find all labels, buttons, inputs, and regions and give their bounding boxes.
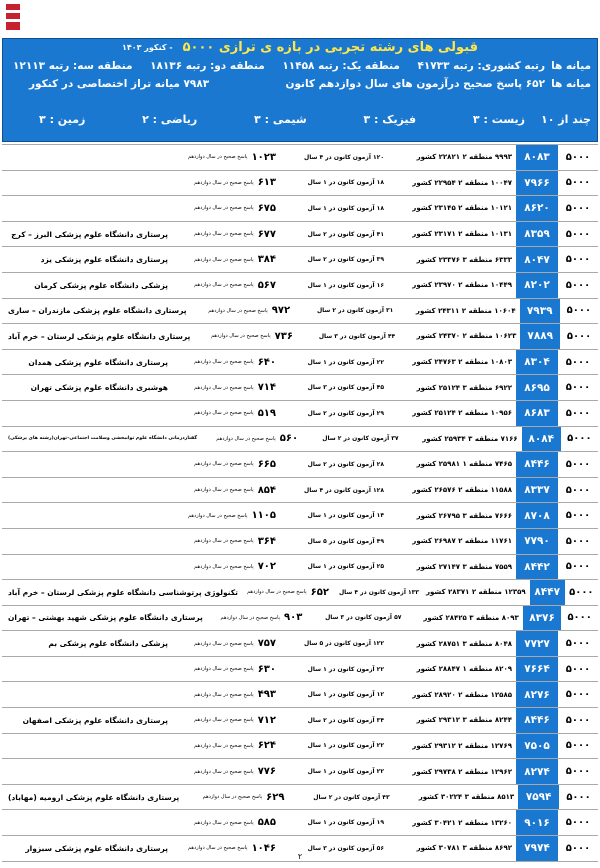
- answers-count: ۶۱۳: [257, 177, 276, 189]
- rank-cell: ۱۰۶۰۴ منطقه ۲ ۲۴۳۱۱ کشور: [415, 306, 516, 315]
- special-score-cell: ۹۰۱۶: [516, 810, 558, 835]
- answers-count: ۱۱۰۵: [251, 510, 276, 522]
- exams-cell: ۵۷ آزمون کانون در ۳ سال: [325, 614, 402, 622]
- trazi-cell: ۵۰۰۰: [565, 458, 591, 470]
- table-row: [2, 657, 598, 683]
- special-score-cell: ۷۷۹۰: [516, 529, 558, 554]
- special-score-cell: ۸۴۴۶: [516, 452, 558, 477]
- table-row: [2, 478, 598, 504]
- answers-label: پاسخ صحیح در سال دوازدهم: [194, 256, 254, 263]
- special-score-cell: ۸۶۹۵: [516, 375, 558, 400]
- exams-cell: ۵۶ آزمون کانون در ۳ سال: [307, 844, 384, 852]
- admission-cell: پرستاری دانشگاه علوم پزشکی یزد: [40, 255, 168, 265]
- table-row: [2, 375, 598, 401]
- answers-count: ۵۶۷: [257, 279, 276, 291]
- answers-label: پاسخ صحیح در سال دوازدهم: [202, 794, 263, 801]
- rank-cell: ۹۹۹۳ منطقه ۲ ۲۲۸۲۱ کشور: [416, 153, 512, 162]
- rank-cell: ۱۲۵۸۵ منطقه ۲ ۲۸۹۲۰ کشور: [412, 690, 512, 699]
- exams-cell: ۲۵ آزمون کانون در ۱ سال: [307, 563, 384, 571]
- trazi-cell: ۵۰۰۰: [565, 279, 591, 291]
- exams-cell: ۱۳۳ آزمون کانون در ۴ سال: [338, 588, 419, 596]
- special-score-cell: ۷۵۹۴: [518, 785, 559, 810]
- exams-cell: ۲۲ آزمون کانون در ۱ سال: [307, 742, 384, 750]
- answers-cell: [209, 612, 303, 623]
- rank-cell: ۸۲۰۹ منطقه ۱ ۲۸۸۴۷ کشور: [416, 665, 512, 674]
- trazi-cell: ۵۰۰۰: [565, 740, 591, 752]
- answers-count: ۹۰۳: [284, 612, 303, 624]
- rank-cell: ۱۲۷۶۹ منطقه ۲ ۲۹۳۱۲ کشور: [412, 741, 512, 750]
- rank-cell: ۱۰۸۰۳ منطقه ۲ ۲۴۷۶۳ کشور: [412, 358, 512, 367]
- special-score-cell: ۷۸۸۹: [520, 324, 560, 349]
- answers-label: پاسخ صحیح در سال دوازدهم: [194, 461, 254, 468]
- rank-cell: ۶۹۲۲ منطقه ۳ ۲۵۱۲۴ کشور: [416, 383, 512, 392]
- exams-cell: ۲۸ آزمون کانون در ۲ سال: [307, 460, 384, 468]
- admission-cell: پرستاری دانشگاه علوم پزشکی البرز – کرج: [11, 229, 168, 239]
- special-score-cell: ۸۲۷۶: [516, 682, 558, 707]
- trazi-cell: ۵۰۰۰: [565, 382, 591, 394]
- answers-cell: [174, 177, 276, 188]
- answers-count: ۵۶۰: [279, 433, 299, 445]
- score-averages-row: [3, 75, 597, 92]
- table-row: [2, 555, 598, 581]
- rank-country: رتبه کشوری: رتبه ۴۱۷۳۳: [417, 59, 545, 72]
- rank-cell: ۱۰۶۲۳ منطقه ۲ ۲۴۳۷۰ کشور: [416, 332, 517, 341]
- special-score-cell: ۷۹۶۶: [516, 171, 558, 196]
- admission-cell: تکنولوژی پرتوشناسی دانشگاه علوم پزشکی لرستان – خرم آباد: [8, 587, 238, 597]
- answers-count: ۴۹۳: [257, 689, 276, 701]
- trazi-cell: ۵۰۰۰: [565, 177, 591, 189]
- table-row: [2, 324, 598, 350]
- special-score-cell: ۷۹۳۹: [520, 299, 560, 324]
- exams-cell: ۲۲ آزمون کانون در ۱ سال: [307, 358, 384, 366]
- answers-cell: [174, 459, 276, 470]
- special-score-cell: ۸۴۴۶: [516, 708, 558, 733]
- special-score-cell: ۸۳۳۷: [516, 478, 558, 503]
- answers-count: ۹۷۲: [271, 305, 291, 317]
- answers-average: ۶۵۲ پاسخ صحیح درآزمون های سال دوازدهم کانون: [285, 77, 545, 90]
- exams-cell: ۳۷ آزمون کانون در ۲ سال: [322, 435, 399, 443]
- answers-cell: [174, 715, 276, 726]
- answers-count: ۷۵۷: [257, 638, 276, 650]
- table-row: [2, 708, 598, 734]
- answers-label: پاسخ صحیح در سال دوازدهم: [188, 512, 248, 519]
- exams-cell: ۳۹ آزمون کانون در ۲ سال: [307, 256, 384, 264]
- averages-label-2: میانه ها: [551, 77, 591, 90]
- trazi-cell: ۵۰۰۰: [565, 766, 591, 778]
- subject-chemistry: شیمی : ۳: [254, 112, 307, 126]
- subject-math: ریاضی : ۲: [142, 112, 198, 126]
- table-row: [2, 759, 598, 785]
- trazi-cell: ۵۰۰۰: [566, 330, 592, 342]
- answers-count: ۵۸۵: [257, 817, 276, 829]
- answers-count: ۷۱۴: [257, 382, 276, 394]
- answers-count: ۶۷۵: [257, 202, 276, 214]
- rank-cell: ۱۰۰۴۷ منطقه ۲ ۲۲۹۵۴ کشور: [412, 178, 512, 187]
- trazi-cell: ۵۰۰۰: [565, 202, 591, 214]
- answers-label: پاسخ صحیح در سال دوازدهم: [188, 845, 248, 852]
- answers-cell: [193, 305, 290, 316]
- answers-count: ۶۳۰: [257, 663, 276, 675]
- exams-cell: ۱۲۸ آزمون کانون در ۴ سال: [304, 486, 384, 494]
- trazi-cell: ۵۰۰۰: [565, 638, 591, 650]
- answers-cell: [174, 740, 276, 751]
- subject-physics: فیزیک : ۳: [363, 112, 417, 126]
- special-score-cell: ۸۷۰۸: [516, 503, 558, 528]
- answers-label: پاسخ صحیح در سال دوازدهم: [194, 640, 254, 647]
- table-row: [2, 145, 598, 171]
- answers-cell: [174, 536, 276, 547]
- trazi-cell: ۵۰۰۰: [569, 586, 594, 598]
- rank-cell: ۱۲۳۵۹ منطقه ۲ ۲۸۳۷۱ کشور: [425, 588, 526, 597]
- answers-label: پاسخ صحیح در سال دوازدهم: [194, 742, 254, 749]
- table-row: [2, 580, 598, 606]
- table-row: [2, 606, 598, 632]
- trazi-cell: ۵۰۰۰: [567, 612, 592, 624]
- results-table: [2, 144, 598, 862]
- answers-cell: [174, 817, 276, 828]
- answers-label: پاسخ صحیح در سال دوازدهم: [194, 768, 254, 775]
- exams-cell: ۱۲۲ آزمون کانون در ۵ سال: [304, 640, 384, 648]
- answers-count: ۳۶۴: [257, 535, 276, 547]
- exams-cell: ۴۹ آزمون کانون در ۵ سال: [307, 537, 384, 545]
- special-score-cell: ۷۷۲۷: [516, 631, 558, 656]
- answers-count: ۱۰۲۳: [251, 151, 276, 163]
- rank-cell: ۸۵۱۳ منطقه ۳ ۳۰۲۲۴ کشور: [418, 793, 515, 802]
- answers-label: پاسخ صحیح در سال دوازدهم: [208, 307, 268, 314]
- answers-count: ۷۰۲: [257, 561, 276, 573]
- exams-cell: ۴۴ آزمون کانون در ۳ سال: [318, 332, 396, 340]
- rank-region1: منطقه یک: رتبه ۱۱۴۵۸: [282, 59, 400, 72]
- admission-cell: پرستاری دانشگاه علوم پزشکی شهید بهشتی – تهران: [8, 613, 203, 623]
- special-score-cell: ۸۳۷۶: [523, 606, 562, 631]
- answers-cell: [185, 792, 284, 803]
- rank-cell: ۷۴۶۵ منطقه ۱ ۲۵۹۸۱ کشور: [416, 460, 512, 469]
- answers-label: پاسخ صحیح در سال دوازدهم: [194, 691, 254, 698]
- exams-cell: ۱۹ آزمون کانون در ۱ سال: [307, 819, 384, 827]
- table-row: [2, 529, 598, 555]
- answers-label: پاسخ صحیح در سال دوازدهم: [194, 563, 254, 570]
- answers-cell: [174, 485, 276, 496]
- subject-geology: زمین : ۳: [39, 112, 86, 126]
- exams-cell: ۱۸ آزمون کانون در ۱ سال: [307, 204, 384, 212]
- answers-label: پاسخ صحیح در سال دوازدهم: [194, 179, 254, 186]
- rank-region2: منطقه دو: رتبه ۱۸۱۳۶: [150, 59, 265, 72]
- logo-icon: [6, 4, 20, 32]
- answers-count: ۶۷۷: [257, 228, 276, 240]
- table-row: [2, 401, 598, 427]
- answers-count: ۶۶۵: [257, 458, 276, 470]
- answers-count: ۶۴۰: [257, 356, 276, 368]
- answers-label: پاسخ صحیح در سال دوازدهم: [194, 538, 254, 545]
- table-row: [2, 785, 598, 811]
- admission-cell: پزشکی دانشگاه علوم پزشکی بم: [48, 639, 168, 649]
- table-row: [2, 503, 598, 529]
- exams-cell: ۱۲ آزمون کانون در ۱ سال: [307, 691, 384, 699]
- trazi-cell: ۵۰۰۰: [565, 689, 591, 701]
- trazi-cell: ۵۰۰۰: [565, 842, 591, 854]
- special-score-cell: ۸۴۴۲: [516, 555, 558, 580]
- trazi-cell: ۵۰۰۰: [565, 484, 591, 496]
- special-score-cell: ۸۰۴۷: [516, 247, 558, 272]
- special-score-cell: ۷۵۰۵: [516, 734, 558, 759]
- exams-cell: ۱۴ آزمون کانون در ۱ سال: [307, 512, 384, 520]
- special-score-cell: ۸۳۰۴: [516, 350, 558, 375]
- table-row: [2, 810, 598, 836]
- table-row: [2, 299, 598, 325]
- answers-label: پاسخ صحیح در سال دوازدهم: [194, 231, 254, 238]
- answers-label: پاسخ صحیح در سال دوازدهم: [194, 410, 254, 417]
- admission-cell: پرستاری دانشگاه علوم پزشکی لرستان – خرم آباد: [7, 331, 191, 341]
- special-score-cell: ۸۶۲۰: [516, 196, 558, 221]
- admission-cell: هوشبری دانشگاه علوم پزشکی تهران: [30, 383, 168, 393]
- special-score-cell: ۸۰۸۴: [522, 427, 561, 452]
- answers-cell: [174, 152, 276, 163]
- answers-count: ۸۵۴: [257, 484, 276, 496]
- page-title: قبولی های رشته تجربی در بازه ی ترازی ۵۰۰۰: [182, 40, 479, 55]
- special-score-cell: ۷۶۶۴: [516, 657, 558, 682]
- answers-cell: [174, 357, 276, 368]
- trazi-cell: ۵۰۰۰: [565, 228, 591, 240]
- header-title-row: [3, 39, 597, 56]
- answers-label: پاسخ صحیح در سال دوازدهم: [211, 333, 271, 340]
- page-number: ۲: [297, 852, 303, 861]
- answers-count: ۶۲۴: [257, 740, 276, 752]
- answers-label: پاسخ صحیح در سال دوازدهم: [194, 717, 254, 724]
- special-score-cell: ۸۶۸۳: [516, 401, 558, 426]
- table-row: [2, 196, 598, 222]
- answers-label: پاسخ صحیح در سال دوازدهم: [194, 359, 254, 366]
- averages-label: میانه ها: [551, 59, 591, 72]
- answers-cell: [174, 689, 276, 700]
- answers-count: ۷۷۶: [257, 766, 276, 778]
- admission-cell: پرستاری دانشگاه علوم پزشکی ارومیه (مهاباد): [8, 792, 180, 802]
- answers-count: ۷۳۶: [274, 330, 293, 342]
- rank-cell: ۱۲۹۶۲ منطقه ۲ ۲۹۷۳۸ کشور: [412, 767, 512, 776]
- exams-cell: ۴۱ آزمون کانون در ۲ سال: [307, 230, 384, 238]
- table-row: [2, 273, 598, 299]
- answers-label: پاسخ صحیح در سال دوازدهم: [216, 435, 276, 442]
- table-row: [2, 452, 598, 478]
- rank-cell: ۸۰۴۸ منطقه ۳ ۲۸۷۵۱ کشور: [416, 639, 512, 648]
- answers-cell: [174, 280, 276, 291]
- rank-cell: ۶۳۳۳ منطقه ۳ ۲۳۳۷۶ کشور: [416, 255, 512, 264]
- special-score-average: ۷۹۸۳ میانه تراز اختصاصی در کنکور: [29, 77, 210, 90]
- admission-cell: گفتاردرمانی دانشگاه علوم توانبخشی وسلامت اجتماعی–تهران(رشته های پزشکی): [8, 436, 198, 442]
- answers-count: ۶۲۹: [266, 791, 285, 803]
- trazi-cell: ۵۰۰۰: [565, 663, 591, 675]
- rank-cell: ۸۶۹۲ منطقه ۳ ۳۰۷۸۱ کشور: [416, 844, 512, 853]
- exams-cell: ۱۸ آزمون کانون در ۱ سال: [307, 179, 384, 187]
- answers-label: پاسخ صحیح در سال دوازدهم: [194, 205, 254, 212]
- exams-cell: ۴۵ آزمون کانون در ۳ سال: [307, 384, 384, 392]
- table-row: [2, 631, 598, 657]
- exams-cell: ۲۹ آزمون کانون در ۲ سال: [307, 409, 384, 417]
- rank-cell: ۸۲۴۴ منطقه ۳ ۲۹۳۱۲ کشور: [416, 716, 512, 725]
- answers-cell: [174, 510, 276, 521]
- answers-count: ۳۸۴: [257, 254, 276, 266]
- special-score-cell: ۸۳۵۹: [516, 222, 558, 247]
- trazi-cell: ۵۰۰۰: [565, 535, 591, 547]
- rank-cell: ۱۳۲۶۰ منطقه ۲ ۳۰۴۲۱ کشور: [412, 818, 512, 827]
- answers-cell: [174, 254, 276, 265]
- rank-cell: ۷۱۶۶ منطقه ۳ ۲۵۹۳۴ کشور: [422, 434, 518, 443]
- exams-cell: ۳۴ آزمون کانون در ۲ سال: [307, 716, 384, 724]
- summary-header: [2, 38, 598, 142]
- exams-cell: ۲۲ آزمون کانون در ۱ سال: [307, 768, 384, 776]
- answers-count: ۱۰۴۶: [251, 842, 276, 854]
- table-row: [2, 350, 598, 376]
- trazi-cell: ۵۰۰۰: [565, 510, 591, 522]
- rank-cell: ۷۶۶۶ منطقه ۳ ۲۶۷۹۵ کشور: [416, 511, 512, 520]
- answers-cell: [244, 587, 329, 598]
- trazi-cell: ۵۰۰۰: [565, 151, 591, 163]
- trazi-cell: ۵۰۰۰: [565, 254, 591, 266]
- special-score-cell: ۸۰۸۳: [516, 145, 558, 170]
- trazi-cell: ۵۰۰۰: [565, 817, 591, 829]
- count-label: چند از ۱۰: [541, 112, 591, 126]
- admission-cell: پزشکی دانشگاه علوم پزشکی کرمان: [34, 280, 168, 290]
- trazi-cell: ۵۰۰۰: [565, 407, 591, 419]
- special-score-cell: ۷۹۷۴: [516, 836, 558, 861]
- rank-cell: ۱۰۹۵۶ منطقه ۲ ۲۵۱۲۴ کشور: [412, 409, 512, 418]
- table-row: [2, 734, 598, 760]
- answers-count: ۷۱۲: [257, 714, 276, 726]
- answers-cell: [174, 664, 276, 675]
- admission-cell: پرستاری دانشگاه علوم پزشکی مازندران – ساری: [7, 306, 187, 316]
- answers-label: پاسخ صحیح در سال دوازدهم: [220, 614, 281, 621]
- exams-cell: ۱۶ آزمون کانون در ۱ سال: [307, 281, 384, 289]
- rank-averages-row: [3, 57, 597, 74]
- rank-cell: ۱۰۱۳۱ منطقه ۲ ۲۳۱۷۱ کشور: [412, 230, 512, 239]
- subjects-row: [3, 97, 597, 141]
- answers-cell: [174, 561, 276, 572]
- answers-label: پاسخ صحیح در سال دوازدهم: [194, 282, 254, 289]
- trazi-cell: ۵۰۰۰: [567, 433, 592, 445]
- exams-cell: ۴۳ آزمون کانون در ۲ سال: [313, 793, 390, 801]
- trazi-cell: ۵۰۰۰: [565, 714, 591, 726]
- admission-cell: پرستاری دانشگاه علوم پزشکی سبزوار: [25, 843, 168, 853]
- answers-label: پاسخ صحیح در سال دوازدهم: [194, 487, 254, 494]
- trazi-cell: ۵۰۰۰: [565, 356, 591, 368]
- answers-cell: [174, 382, 276, 393]
- rank-cell: ۱۰۴۴۹ منطقه ۲ ۲۳۹۷۰ کشور: [412, 281, 512, 290]
- answers-label: پاسخ صحیح در سال دوازدهم: [194, 384, 254, 391]
- answers-count: ۵۱۹: [257, 407, 276, 419]
- answers-cell: [203, 433, 298, 444]
- admission-cell: پرستاری دانشگاه علوم پزشکی همدان: [28, 357, 168, 367]
- rank-cell: ۱۰۱۲۱ منطقه ۲ ۲۳۱۴۵ کشور: [412, 204, 512, 213]
- special-score-cell: ۸۲۰۲: [516, 273, 558, 298]
- answers-cell: [196, 331, 293, 342]
- answers-cell: [174, 408, 276, 419]
- answers-cell: [174, 229, 276, 240]
- trazi-cell: ۵۰۰۰: [566, 305, 592, 317]
- exams-cell: ۲۲ آزمون کانون در ۱ سال: [307, 665, 384, 673]
- exams-cell: ۱۲۰ آزمون کانون در ۴ سال: [304, 153, 384, 161]
- exams-cell: ۳۱ آزمون کانون در ۲ سال: [316, 307, 394, 315]
- table-row: [2, 427, 598, 453]
- answers-count: ۶۵۲: [310, 586, 329, 598]
- answers-cell: [174, 203, 276, 214]
- rank-cell: ۱۱۵۸۸ منطقه ۲ ۲۶۵۷۶ کشور: [412, 486, 512, 495]
- answers-cell: [174, 766, 276, 777]
- subject-biology: زیست : ۳: [472, 112, 525, 126]
- answers-label: پاسخ صحیح در سال دوازدهم: [194, 819, 254, 826]
- answers-label: پاسخ صحیح در سال دوازدهم: [188, 154, 248, 161]
- table-row: [2, 222, 598, 248]
- page-subtitle: - کنکور ۱۴۰۳: [121, 43, 173, 52]
- table-row: [2, 682, 598, 708]
- answers-label: پاسخ صحیح در سال دوازدهم: [247, 589, 307, 596]
- rank-cell: ۷۵۵۹ منطقه ۳ ۲۷۱۴۷ کشور: [416, 562, 512, 571]
- admission-cell: پرستاری دانشگاه علوم پزشکی اصفهان: [22, 715, 168, 725]
- table-row: [2, 247, 598, 273]
- answers-cell: [174, 638, 276, 649]
- rank-cell: ۱۱۷۶۱ منطقه ۲ ۲۶۹۸۷ کشور: [412, 537, 512, 546]
- rank-cell: ۸۰۹۳ منطقه ۳ ۲۸۴۲۵ کشور: [423, 613, 519, 622]
- trazi-cell: ۵۰۰۰: [566, 791, 591, 803]
- table-row: [2, 171, 598, 197]
- rank-region3: منطقه سه: رتبه ۱۲۱۱۳: [13, 59, 133, 72]
- special-score-cell: ۸۴۴۷: [530, 580, 565, 605]
- answers-label: پاسخ صحیح در سال دوازدهم: [194, 666, 254, 673]
- special-score-cell: ۸۲۷۴: [516, 759, 558, 784]
- trazi-cell: ۵۰۰۰: [565, 561, 591, 573]
